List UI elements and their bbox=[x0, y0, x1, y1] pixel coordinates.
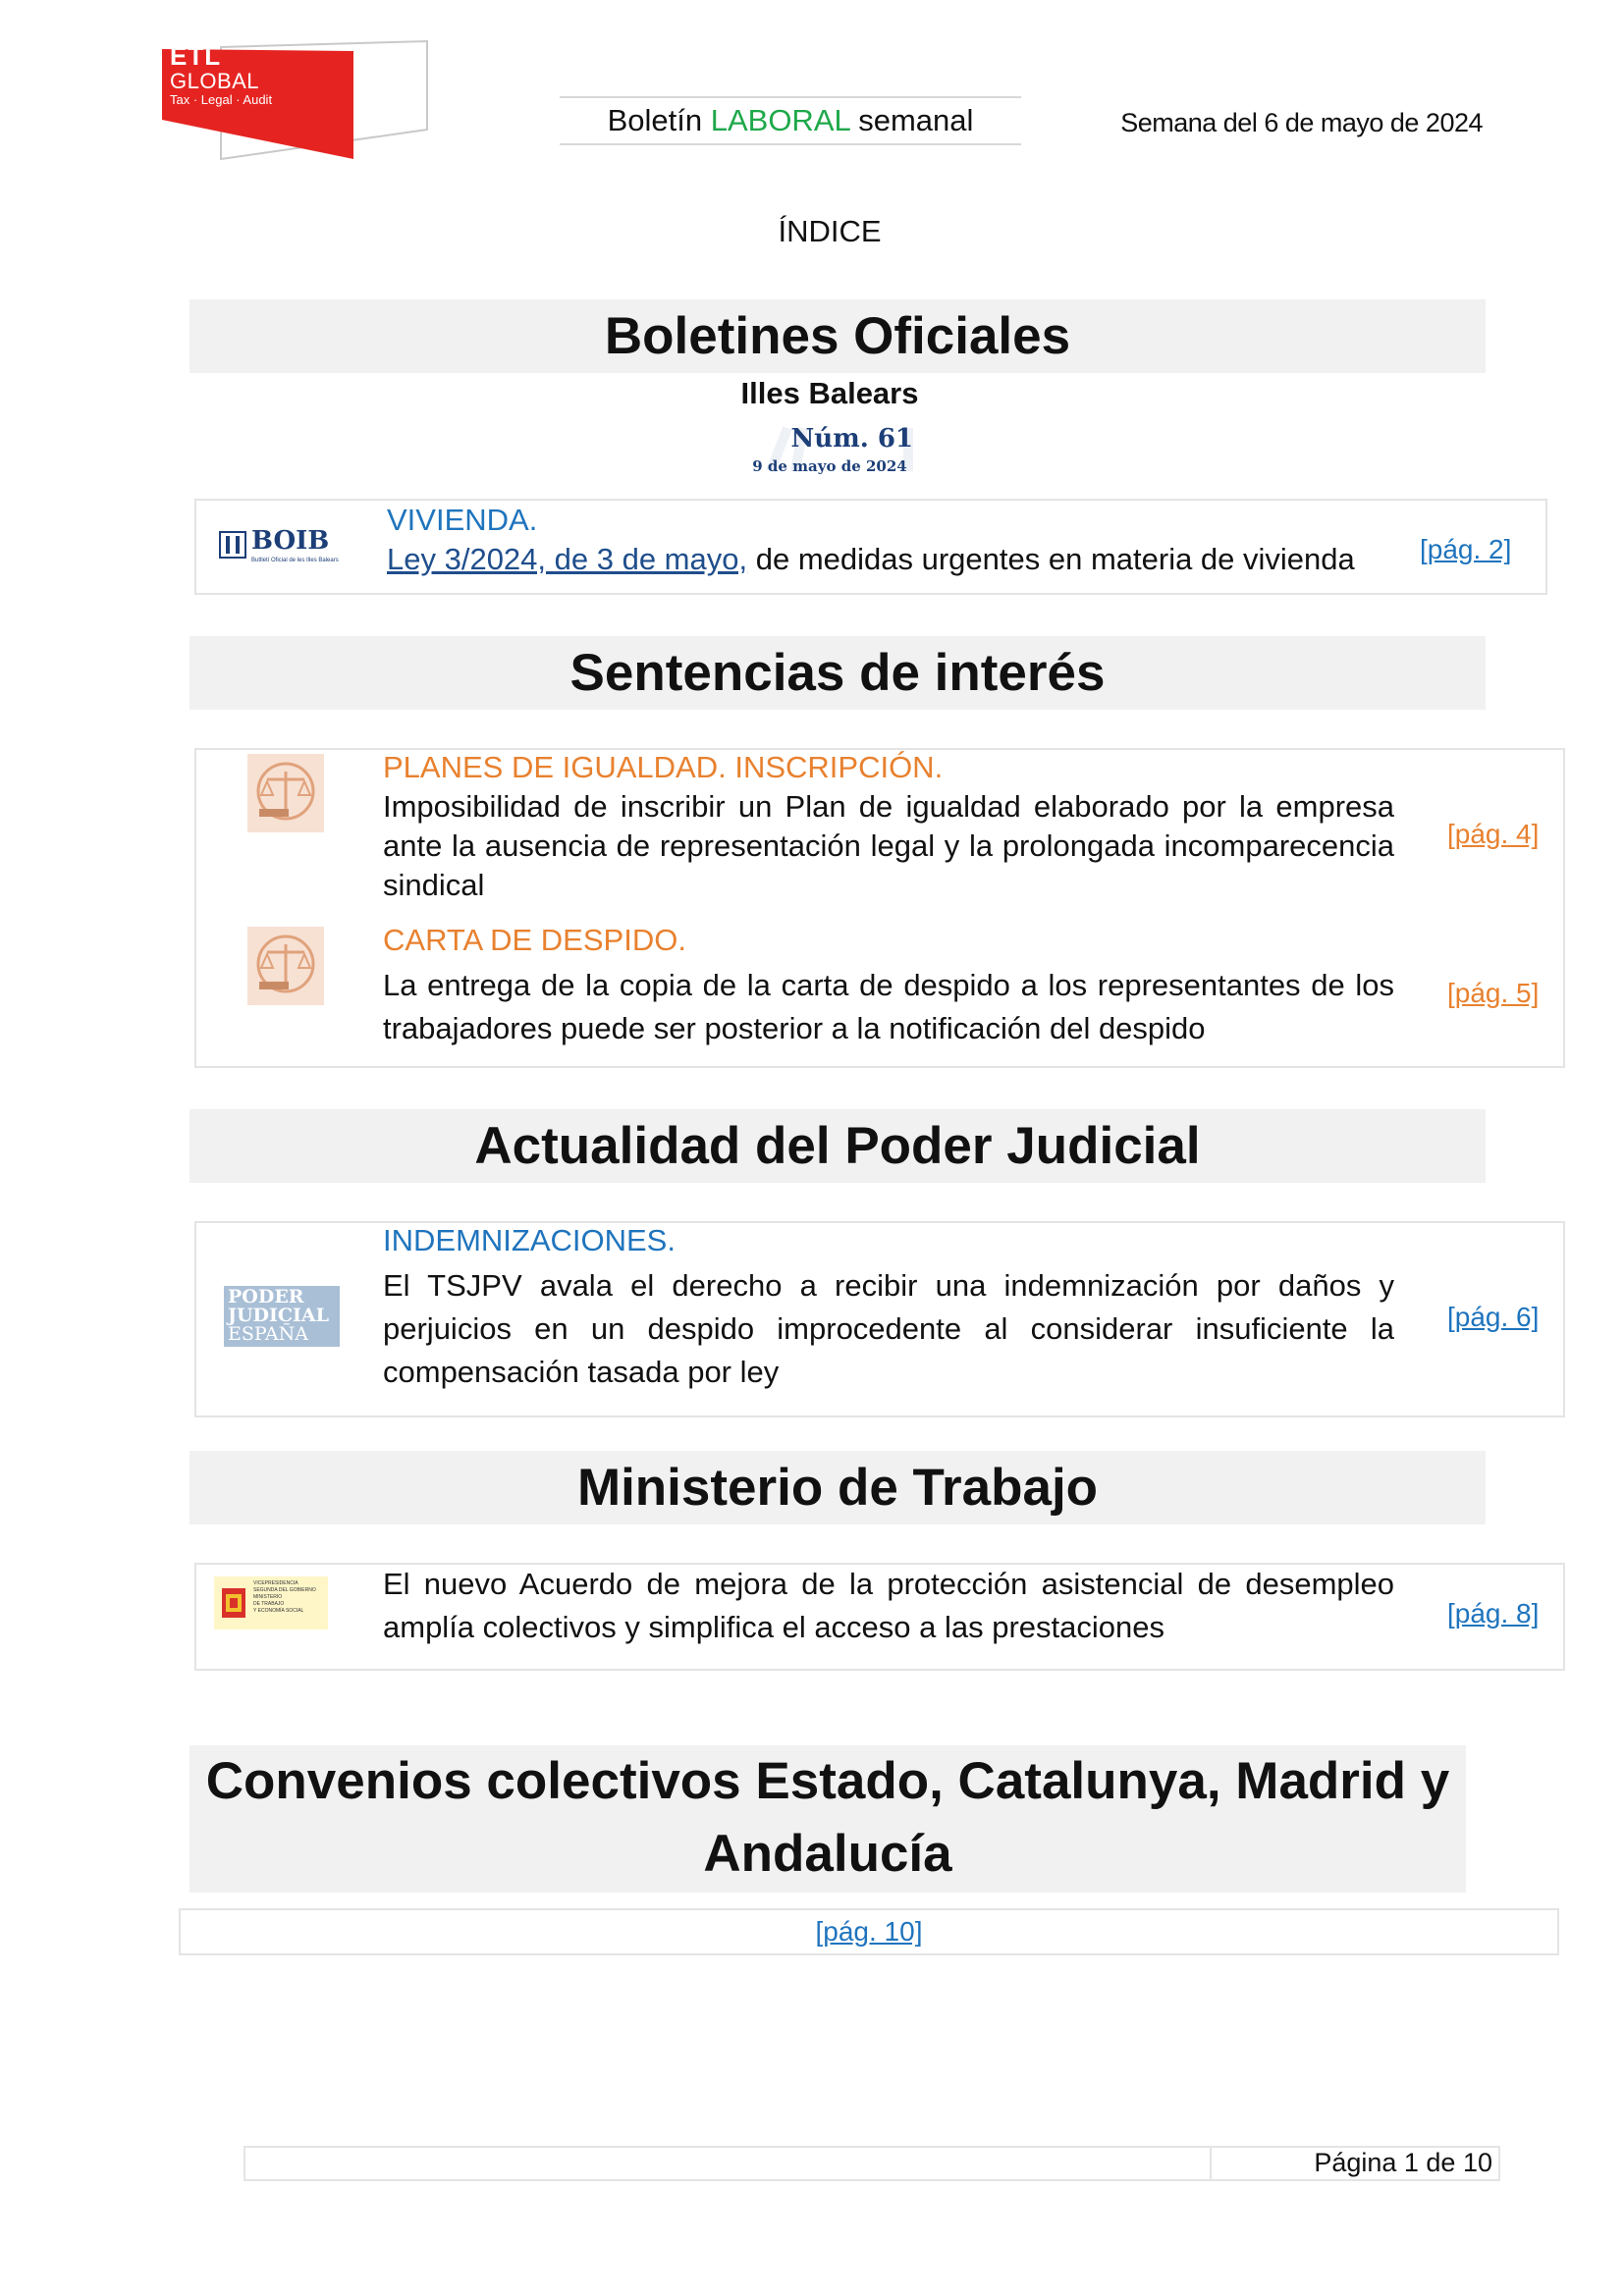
entry-category: INDEMNIZACIONES. bbox=[383, 1223, 676, 1257]
bulletin-suffix: semanal bbox=[849, 103, 974, 137]
entry-description-rest: de medidas urgentes en materia de vivienda bbox=[747, 542, 1355, 576]
logo-line1: ETL bbox=[170, 41, 222, 71]
boib-logo-text: BOIB bbox=[251, 526, 330, 556]
boib-entry bbox=[194, 499, 1547, 595]
entry-description: El TSJPV avala el derecho a recibir una indemnización por daños y perjuicios en un despido improcedente al considerar insuficiente la compensación tasada por ley bbox=[383, 1268, 1394, 1389]
logo-line2: GLOBAL bbox=[170, 69, 260, 93]
entry-category: PLANES DE IGUALDAD. INSCRIPCIÓN. bbox=[383, 750, 944, 784]
ministerio-box bbox=[194, 1563, 1565, 1671]
entry-category: VIVIENDA. bbox=[387, 503, 538, 537]
section-poder-judicial: Actualidad del Poder Judicial bbox=[189, 1109, 1486, 1183]
ministerio-logo bbox=[214, 1576, 328, 1629]
logo-line2: JUDICIAL bbox=[228, 1305, 330, 1326]
issue-number-block bbox=[746, 420, 923, 479]
poder-judicial-logo bbox=[224, 1286, 340, 1347]
page-link[interactable]: [pág. 5] bbox=[1447, 978, 1540, 1008]
section-boletines-oficiales: Boletines Oficiales bbox=[189, 299, 1486, 373]
logo-line1: PODER bbox=[228, 1286, 304, 1308]
page-link[interactable]: [pág. 8] bbox=[1447, 1598, 1540, 1629]
logo-line5: Y ECONOMÍA SOCIAL bbox=[253, 1608, 304, 1614]
region-label: Illes Balears bbox=[740, 376, 919, 410]
bulletin-title bbox=[560, 96, 1021, 145]
logo-line3: MINISTERIO bbox=[253, 1594, 283, 1600]
boib-emblem-icon bbox=[218, 530, 247, 560]
entry-description bbox=[387, 540, 1355, 579]
index-heading: ÍNDICE bbox=[778, 214, 882, 248]
issue-number: Núm. 61 bbox=[790, 424, 913, 454]
page-link[interactable]: [pág. 10] bbox=[815, 1916, 923, 1947]
bulletin-accent: LABORAL bbox=[710, 103, 850, 137]
etl-global-logo bbox=[162, 39, 437, 162]
law-link[interactable]: Ley 3/2024, de 3 de mayo, bbox=[387, 542, 748, 576]
entry-description: Imposibilidad de inscribir un Plan de igualdad elaborado por la empresa ante la ausencia de representación legal y la prolongada incomparecencia sindical bbox=[383, 789, 1394, 902]
boib-logo bbox=[218, 522, 355, 571]
page-number: Página 1 de 10 bbox=[1314, 2148, 1492, 2177]
section-ministerio: Ministerio de Trabajo bbox=[189, 1451, 1486, 1524]
coat-of-arms-icon bbox=[216, 1584, 251, 1624]
entry-description: El nuevo Acuerdo de mejora de la protección asistencial de desempleo amplía colectivos y simplifica el acceso a las prestaciones bbox=[383, 1567, 1394, 1644]
scales-of-justice-icon bbox=[247, 754, 324, 832]
scales-of-justice-icon bbox=[247, 927, 324, 1005]
convenios-page-box bbox=[179, 1908, 1559, 1955]
logo-line3: ESPAÑA bbox=[228, 1323, 308, 1345]
sentencias-box bbox=[194, 748, 1565, 1068]
section-convenios bbox=[189, 1745, 1466, 1893]
week-label: Semana del 6 de mayo de 2024 bbox=[1120, 108, 1483, 137]
page-link[interactable]: [pág. 6] bbox=[1447, 1302, 1540, 1332]
logo-line1: VICEPRESIDENCIA bbox=[253, 1580, 298, 1586]
section-title-line1: Convenios colectivos Estado, Catalunya, Madrid y bbox=[205, 1752, 1450, 1810]
bulletin-prefix: Boletín bbox=[607, 103, 711, 137]
footer-divider bbox=[1210, 2146, 1212, 2181]
issue-date: 9 de mayo de 2024 bbox=[752, 457, 907, 475]
logo-line4: DE TRABAJO bbox=[253, 1601, 285, 1607]
entry-description: La entrega de la copia de la carta de despido a los representantes de los trabajadores puede ser posterior a la notificación del despido bbox=[383, 968, 1394, 1045]
entry-category: CARTA DE DESPIDO. bbox=[383, 923, 686, 957]
page-link[interactable]: [pág. 2] bbox=[1420, 534, 1512, 564]
boib-logo-subtitle: Butlletí Oficial de les Illes Balears bbox=[251, 558, 339, 563]
logo-line3: Tax · Legal · Audit bbox=[170, 92, 273, 107]
section-title-line2: Andalucía bbox=[703, 1825, 952, 1883]
logo-line2: SEGUNDA DEL GOBIERNO bbox=[253, 1587, 316, 1593]
poder-judicial-box bbox=[194, 1221, 1565, 1417]
section-sentencias: Sentencias de interés bbox=[189, 636, 1486, 710]
page-link[interactable]: [pág. 4] bbox=[1447, 819, 1540, 849]
